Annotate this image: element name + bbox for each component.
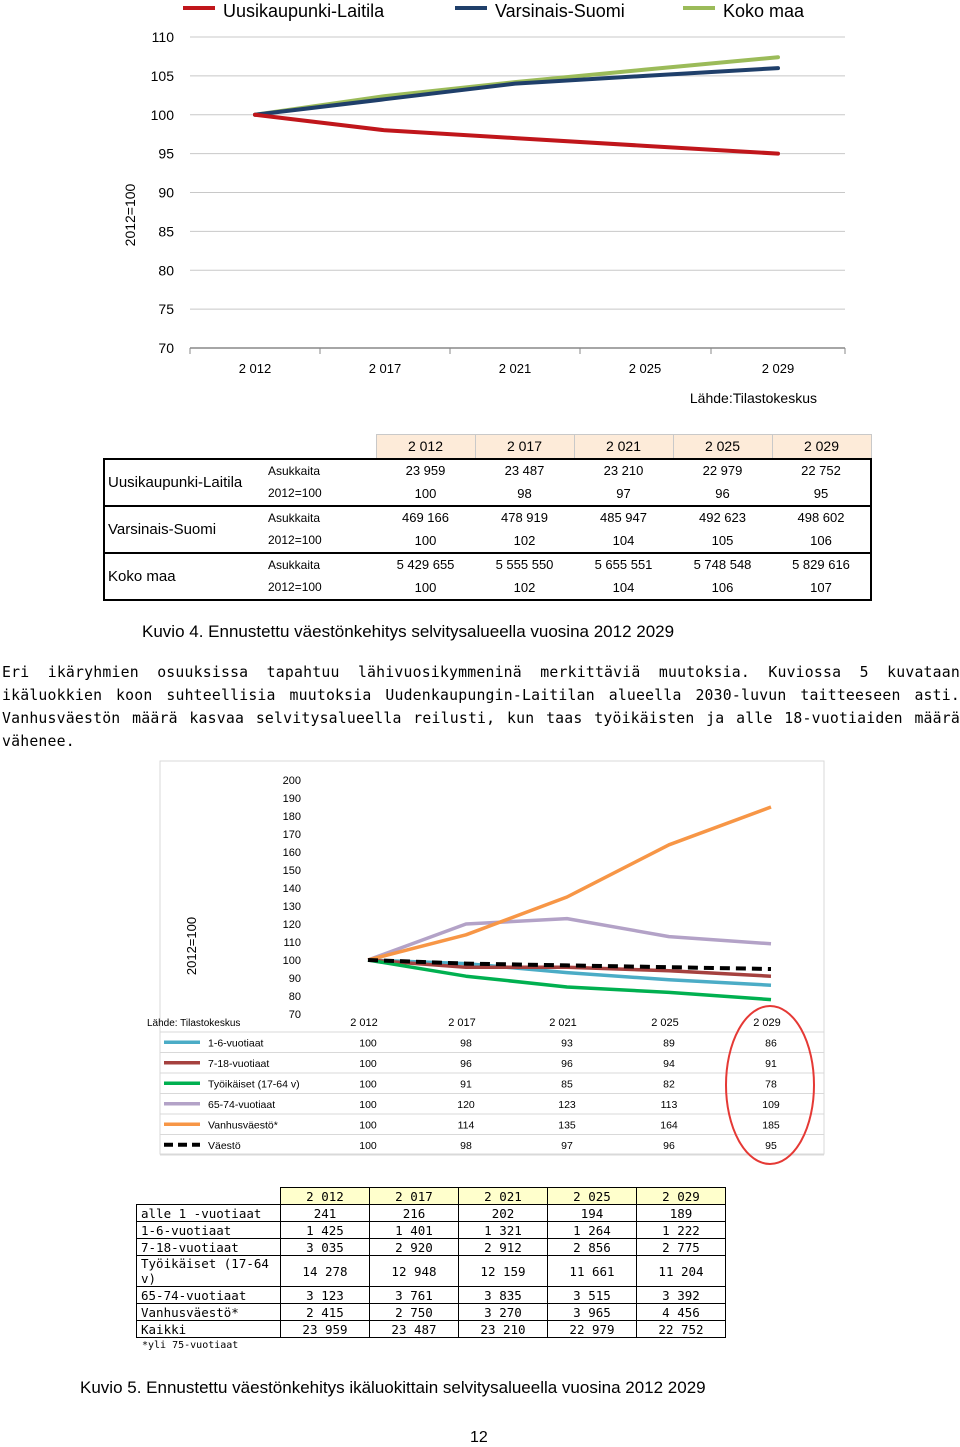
x-tick-label: 2 021 <box>498 361 532 376</box>
table-cell: 5 829 616 <box>772 553 871 577</box>
legend-label: 65-74-vuotiaat <box>208 1098 276 1111</box>
table-cell: 3 835 <box>459 1287 548 1304</box>
row-label: Vanhusväestö* <box>137 1304 281 1321</box>
table-cell: 23 959 <box>376 459 475 483</box>
row-label: 1-6-vuotiaat <box>137 1222 281 1239</box>
year-header: 2 017 <box>475 435 574 459</box>
table-cell: 104 <box>574 576 673 600</box>
table-cell: 189 <box>637 1205 726 1222</box>
table-cell: 120 <box>457 1098 475 1111</box>
region-label: Koko maa <box>104 553 263 600</box>
x-tick-label: 2 017 <box>368 361 402 376</box>
table-cell: 3 761 <box>370 1287 459 1304</box>
y-tick-label: 140 <box>282 883 301 895</box>
table-cell: 3 035 <box>281 1239 370 1256</box>
table-cell: 100 <box>359 1078 377 1091</box>
age-group-index-chart <box>0 760 960 1180</box>
chart2-y-axis-label: 2012=100 <box>184 916 199 976</box>
legend-label: Varsinais-Suomi <box>495 1 625 21</box>
table-cell: 23 487 <box>475 459 574 483</box>
table-cell: 97 <box>561 1139 573 1152</box>
table-cell: 478 919 <box>501 510 548 526</box>
row-label: 65-74-vuotiaat <box>137 1287 281 1304</box>
table-cell: 3 515 <box>548 1287 637 1304</box>
y-tick-label: 110 <box>151 29 174 45</box>
x-tick-label: 2 017 <box>448 1017 476 1029</box>
table-cell: 216 <box>370 1205 459 1222</box>
table-cell: 1 401 <box>370 1222 459 1239</box>
population-table <box>103 434 872 601</box>
measure-label: 2012=100 <box>263 576 376 600</box>
y-tick-label: 100 <box>150 106 174 123</box>
table-footnote: *yli 75-vuotiaat <box>142 1340 239 1351</box>
table-cell: 2 856 <box>548 1239 637 1256</box>
legend-label: 7-18-vuotiaat <box>208 1057 270 1070</box>
table-cell: 105 <box>673 529 772 553</box>
row-label: Kaikki <box>137 1321 281 1338</box>
y-tick-label: 80 <box>158 262 174 279</box>
table-cell: 96 <box>460 1057 472 1070</box>
table-cell: 100 <box>359 1057 377 1070</box>
x-tick-label: 2 021 <box>549 1017 577 1029</box>
chart2-data-table <box>160 1032 824 1155</box>
y-tick-label: 100 <box>282 955 301 967</box>
table-cell: 194 <box>548 1205 637 1222</box>
table-cell: 100 <box>359 1098 377 1111</box>
table-cell: 123 <box>558 1098 576 1111</box>
table-cell: 23 210 <box>459 1321 548 1338</box>
table-cell: 23 487 <box>370 1321 459 1338</box>
table-cell: 22 979 <box>673 459 772 483</box>
table-cell: 5 429 655 <box>396 557 455 573</box>
y-tick-label: 90 <box>158 184 174 201</box>
y-tick-label: 75 <box>158 301 174 318</box>
table-cell: 185 <box>762 1119 780 1132</box>
chart2-source: Lähde: Tilastokeskus <box>147 1018 241 1029</box>
table-cell: 2 912 <box>459 1239 548 1256</box>
y-tick-label: 160 <box>282 847 301 859</box>
table-cell: 202 <box>459 1205 548 1222</box>
series-line-3 <box>368 919 771 960</box>
measure-label: Asukkaita <box>268 510 321 525</box>
table-cell: 22 752 <box>772 459 871 483</box>
table-cell: 95 <box>765 1139 777 1152</box>
table-cell: 12 948 <box>370 1256 459 1287</box>
table-cell: 1 425 <box>281 1222 370 1239</box>
y-tick-label: 180 <box>282 811 301 823</box>
table-cell: 12 159 <box>459 1256 548 1287</box>
table-cell: 485 947 <box>600 510 647 526</box>
x-tick-label: 2 029 <box>753 1017 781 1029</box>
table-cell: 241 <box>281 1205 370 1222</box>
table-cell: 95 <box>772 482 871 506</box>
table-cell: 22 979 <box>548 1321 637 1338</box>
table-cell: 102 <box>475 576 574 600</box>
year-header: 2 021 <box>574 435 673 459</box>
table-cell: 96 <box>673 482 772 506</box>
population-index-chart <box>0 0 960 420</box>
chart1-y-axis-label: 2012=100 <box>122 183 138 247</box>
table-cell: 3 270 <box>459 1304 548 1321</box>
year-header: 2 012 <box>281 1188 370 1205</box>
legend-label: Koko maa <box>723 1 805 21</box>
table-cell: 100 <box>359 1037 377 1050</box>
page-number: 12 <box>470 1429 488 1446</box>
x-tick-label: 2 025 <box>628 361 662 376</box>
age-group-table <box>136 1187 726 1338</box>
table-cell: 22 752 <box>637 1321 726 1338</box>
table-cell: 114 <box>457 1119 475 1132</box>
table-cell: 93 <box>561 1037 573 1050</box>
y-tick-label: 170 <box>282 829 301 841</box>
region-label: Varsinais-Suomi <box>104 506 263 553</box>
table-cell: 23 959 <box>281 1321 370 1338</box>
table-cell: 1 264 <box>548 1222 637 1239</box>
x-tick-label: 2 012 <box>238 361 272 376</box>
table-cell: 96 <box>663 1139 675 1152</box>
table-cell: 106 <box>673 576 772 600</box>
y-tick-label: 95 <box>158 145 174 162</box>
table-cell: 164 <box>660 1119 678 1132</box>
year-header: 2 025 <box>673 435 772 459</box>
table-cell: 100 <box>376 482 475 506</box>
chart2-x-ticks <box>350 1017 781 1029</box>
figure-caption-5: Kuvio 5. Ennustettu väestönkehitys ikäluokittain selvitysalueella vuosina 2012 2029 <box>80 1378 706 1397</box>
x-tick-label: 2 029 <box>761 361 795 376</box>
table-cell: 2 750 <box>370 1304 459 1321</box>
legend-label: Vanhusväestö* <box>208 1119 278 1132</box>
table-cell: 78 <box>765 1078 777 1091</box>
table-cell: 98 <box>460 1139 472 1152</box>
chart1-x-ticks <box>190 348 845 376</box>
table-cell: 98 <box>460 1037 472 1050</box>
chart1-source: Lähde:Tilastokeskus <box>689 390 817 406</box>
series-line-1 <box>255 68 778 115</box>
table-cell: 498 602 <box>772 506 871 530</box>
table-cell: 11 204 <box>637 1256 726 1287</box>
year-header: 2 025 <box>548 1188 637 1205</box>
row-label: alle 1 -vuotiaat <box>137 1205 281 1222</box>
y-tick-label: 70 <box>158 340 174 356</box>
y-tick-label: 200 <box>282 775 301 787</box>
table-cell: 11 661 <box>548 1256 637 1287</box>
figure-caption-4: Kuvio 4. Ennustettu väestönkehitys selvitysalueella vuosina 2012 2029 <box>142 622 675 641</box>
row-label: 7-18-vuotiaat <box>137 1239 281 1256</box>
table-cell: 85 <box>561 1078 573 1091</box>
legend-label: 1-6-vuotiaat <box>208 1037 264 1050</box>
y-tick-label: 105 <box>150 67 174 84</box>
y-tick-label: 150 <box>282 865 301 877</box>
measure-label: Asukkaita <box>263 459 376 483</box>
table-cell: 492 623 <box>699 510 746 526</box>
table-cell: 100 <box>376 529 475 553</box>
table-cell: 104 <box>574 529 673 553</box>
legend-label: Väestö <box>208 1139 241 1152</box>
table-cell: 98 <box>475 482 574 506</box>
table-cell: 5 555 550 <box>495 557 554 573</box>
measure-label: Asukkaita <box>268 557 321 572</box>
table-cell: 3 123 <box>281 1287 370 1304</box>
table-cell: 86 <box>765 1037 777 1050</box>
x-tick-label: 2 012 <box>350 1017 378 1029</box>
table-cell: 96 <box>561 1057 573 1070</box>
year-header: 2 029 <box>637 1188 726 1205</box>
table-cell: 1 222 <box>637 1222 726 1239</box>
y-tick-label: 80 <box>288 991 301 1003</box>
y-tick-label: 70 <box>288 1009 301 1021</box>
table-cell: 91 <box>460 1078 472 1091</box>
table-cell: 5 655 551 <box>594 557 653 573</box>
year-header: 2 021 <box>459 1188 548 1205</box>
measure-label: 2012=100 <box>263 482 376 506</box>
series-line-0 <box>255 115 778 154</box>
y-tick-label: 85 <box>158 223 174 240</box>
region-label: Uusikaupunki-Laitila <box>104 459 263 506</box>
table-cell: 1 321 <box>459 1222 548 1239</box>
chart1-y-ticks <box>151 29 175 356</box>
table-cell: 3 392 <box>637 1287 726 1304</box>
legend-label: Uusikaupunki-Laitila <box>223 1 385 21</box>
y-tick-label: 110 <box>283 937 301 949</box>
table-cell: 100 <box>359 1119 377 1132</box>
table-cell: 135 <box>558 1119 576 1132</box>
year-header: 2 012 <box>376 435 475 459</box>
chart1-legend <box>183 1 805 21</box>
table-cell: 109 <box>762 1098 780 1111</box>
table-cell: 107 <box>772 576 871 600</box>
table-cell: 23 210 <box>574 459 673 483</box>
chart2-y-ticks <box>283 775 301 1021</box>
table-cell: 113 <box>660 1098 678 1111</box>
y-tick-label: 130 <box>282 901 301 913</box>
table-cell: 100 <box>359 1139 377 1152</box>
table-cell: 100 <box>376 576 475 600</box>
chart1-series-lines <box>255 57 778 153</box>
table-cell: 91 <box>765 1057 777 1070</box>
legend-label: Työikäiset (17-64 v) <box>208 1078 300 1091</box>
table-cell: 94 <box>663 1057 675 1070</box>
table-cell: 106 <box>772 529 871 553</box>
table-cell: 2 775 <box>637 1239 726 1256</box>
table-cell: 102 <box>475 529 574 553</box>
chart2-series-lines <box>368 807 771 1000</box>
table-cell: 14 278 <box>281 1256 370 1287</box>
table-cell: 4 456 <box>637 1304 726 1321</box>
table-cell: 82 <box>663 1078 675 1091</box>
table-cell: 2 920 <box>370 1239 459 1256</box>
year-header: 2 017 <box>370 1188 459 1205</box>
y-tick-label: 90 <box>288 973 301 985</box>
y-tick-label: 190 <box>282 793 301 805</box>
table-cell: 5 748 548 <box>693 557 752 573</box>
table-cell: 97 <box>574 482 673 506</box>
table-cell: 469 166 <box>402 510 449 526</box>
measure-label: 2012=100 <box>263 529 376 553</box>
table-cell: 2 415 <box>281 1304 370 1321</box>
y-tick-label: 120 <box>282 919 301 931</box>
body-paragraph: Eri ikäryhmien osuuksissa tapahtuu lähivuosikymmeninä merkittäviä muutoksia. Kuviossa 5 kuvataan ikäluokkien koon suhteellisia muutoksia Uudenkaupungin-Laitilan alueella 2030-luvun taitteeseen asti. Vanhusväestön määrä kasvaa selvitysalueella reilusti, kun taas työikäisten ja alle 18-vuotiaiden määrä vähenee. <box>2 664 960 750</box>
year-header: 2 029 <box>772 435 871 459</box>
row-label: Työikäiset (17-64 v) <box>137 1256 281 1287</box>
table-cell: 89 <box>663 1037 675 1050</box>
x-tick-label: 2 025 <box>651 1017 679 1029</box>
table-cell: 3 965 <box>548 1304 637 1321</box>
